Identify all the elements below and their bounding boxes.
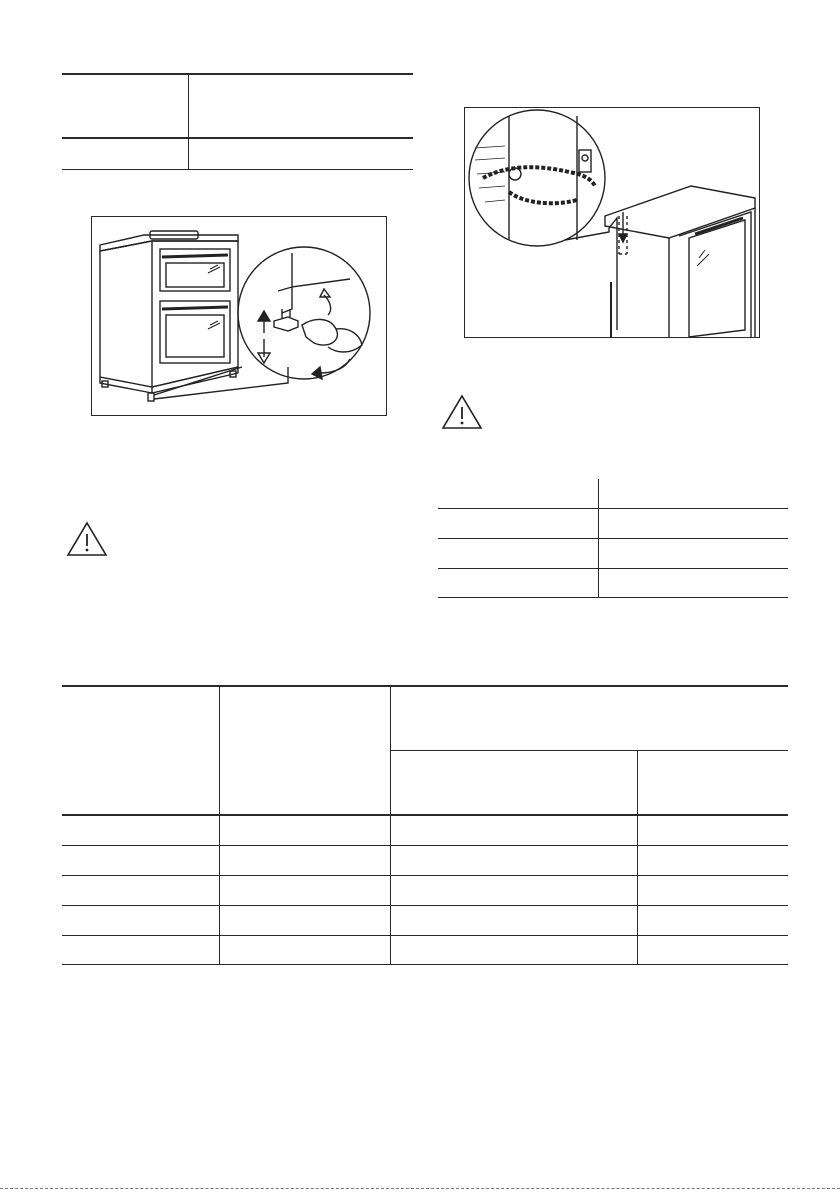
table-rule: [390, 750, 788, 751]
table-rule: [438, 597, 788, 598]
anti-tilt-chain-figure: [464, 107, 760, 338]
table-rule: [62, 73, 413, 75]
table-rule: [62, 875, 788, 876]
table-rule: [62, 137, 413, 139]
anti-tilt-chain-illustration: [465, 108, 759, 337]
table-rule: [438, 568, 788, 569]
table-rule: [438, 508, 788, 509]
table-column-divider: [219, 686, 220, 964]
page-bottom-edge: [0, 1188, 840, 1189]
cooker-leveling-figure: [91, 216, 387, 416]
warning-triangle-icon: [65, 520, 109, 563]
table-rule: [62, 935, 788, 936]
warning-triangle-icon: [440, 393, 484, 436]
table-rule: [62, 685, 788, 687]
table-rule: [438, 538, 788, 539]
table-rule: [62, 845, 788, 846]
table-rule: [62, 964, 788, 965]
table-column-divider: [188, 74, 189, 169]
table-column-divider: [637, 751, 638, 964]
cooker-level-adjustment-illustration: [92, 217, 386, 415]
table-rule: [62, 814, 788, 816]
table-column-divider: [390, 686, 391, 964]
table-rule: [62, 905, 788, 906]
table-rule: [62, 169, 413, 170]
